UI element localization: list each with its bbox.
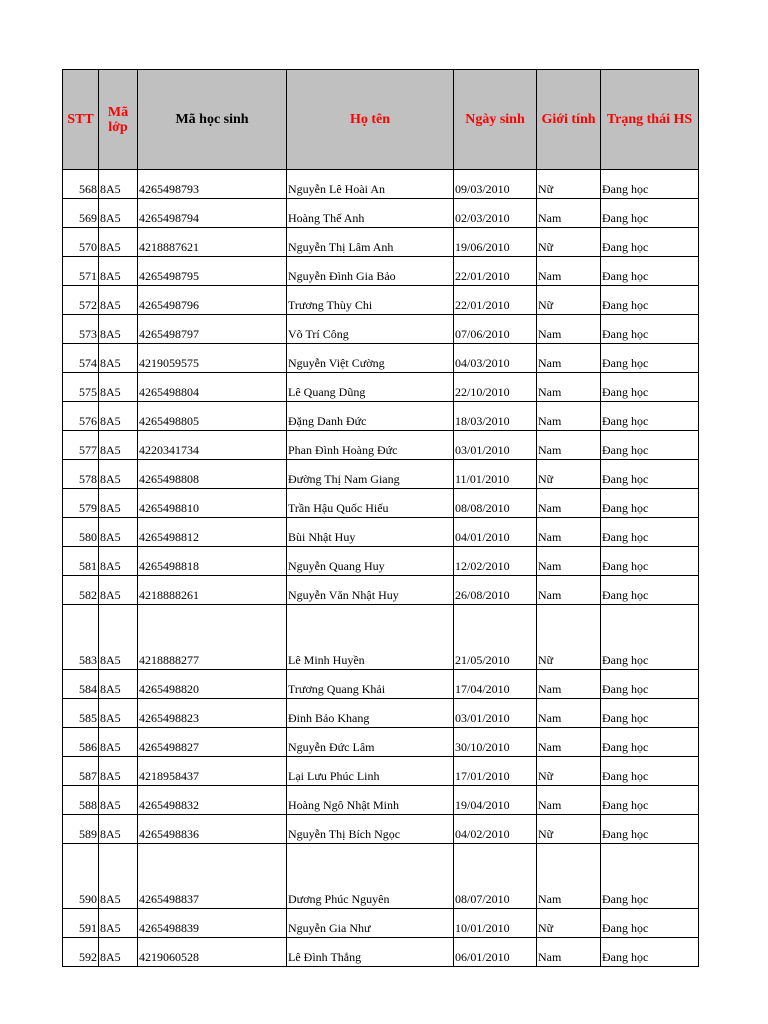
cell-trang-thai: Đang học [601, 670, 699, 699]
header-ho-ten: Họ tên [287, 70, 454, 170]
cell-ho-ten: Lê Quang Dũng [287, 373, 454, 402]
cell-ma-lop: 8A5 [99, 605, 138, 670]
cell-ma-hoc-sinh: 4265498797 [138, 315, 287, 344]
cell-ho-ten: Nguyễn Văn Nhật Huy [287, 576, 454, 605]
cell-ho-ten: Nguyễn Đình Gia Bảo [287, 257, 454, 286]
cell-ma-hoc-sinh: 4218888277 [138, 605, 287, 670]
table-row [63, 815, 699, 844]
cell-gioi-tinh: Nam [537, 257, 601, 286]
cell-ho-ten: Đinh Bảo Khang [287, 699, 454, 728]
table-row [63, 228, 699, 257]
cell-trang-thai: Đang học [601, 605, 699, 670]
cell-stt: 587 [63, 757, 99, 786]
cell-ma-hoc-sinh: 4265498820 [138, 670, 287, 699]
cell-ma-lop: 8A5 [99, 344, 138, 373]
cell-gioi-tinh: Nam [537, 938, 601, 967]
table-row [63, 402, 699, 431]
cell-ma-lop: 8A5 [99, 844, 138, 909]
cell-ma-hoc-sinh: 4218887621 [138, 228, 287, 257]
cell-ho-ten: Võ Trí Công [287, 315, 454, 344]
cell-gioi-tinh: Nam [537, 373, 601, 402]
cell-ho-ten: Trần Hậu Quốc Hiếu [287, 489, 454, 518]
cell-gioi-tinh: Nữ [537, 228, 601, 257]
cell-stt: 568 [63, 170, 99, 199]
cell-ma-hoc-sinh: 4265498796 [138, 286, 287, 315]
cell-gioi-tinh: Nam [537, 670, 601, 699]
cell-ma-lop: 8A5 [99, 547, 138, 576]
cell-ho-ten: Nguyễn Gia Như [287, 909, 454, 938]
cell-ngay-sinh: 10/01/2010 [454, 909, 537, 938]
cell-ngay-sinh: 19/06/2010 [454, 228, 537, 257]
cell-ho-ten: Phan Đình Hoàng Đức [287, 431, 454, 460]
cell-trang-thai: Đang học [601, 757, 699, 786]
cell-ma-hoc-sinh: 4265498810 [138, 489, 287, 518]
cell-trang-thai: Đang học [601, 170, 699, 199]
cell-ma-lop: 8A5 [99, 815, 138, 844]
cell-ma-lop: 8A5 [99, 199, 138, 228]
cell-trang-thai: Đang học [601, 699, 699, 728]
cell-ho-ten: Nguyễn Đức Lâm [287, 728, 454, 757]
cell-ho-ten: Trương Quang Khải [287, 670, 454, 699]
cell-ho-ten: Lại Lưu Phúc Linh [287, 757, 454, 786]
cell-ho-ten: Hoàng Thế Anh [287, 199, 454, 228]
table-row [63, 938, 699, 967]
cell-stt: 569 [63, 199, 99, 228]
cell-stt: 583 [63, 605, 99, 670]
cell-gioi-tinh: Nữ [537, 605, 601, 670]
cell-gioi-tinh: Nữ [537, 460, 601, 489]
cell-ho-ten: Nguyễn Quang Huy [287, 547, 454, 576]
table-row [63, 373, 699, 402]
cell-stt: 592 [63, 938, 99, 967]
table-row [63, 460, 699, 489]
table-row [63, 699, 699, 728]
cell-ho-ten: Bùi Nhật Huy [287, 518, 454, 547]
cell-ma-lop: 8A5 [99, 402, 138, 431]
cell-ma-hoc-sinh: 4265498836 [138, 815, 287, 844]
cell-ho-ten: Hoàng Ngô Nhật Minh [287, 786, 454, 815]
cell-gioi-tinh: Nam [537, 547, 601, 576]
header-row [63, 70, 699, 170]
table-row [63, 605, 699, 670]
cell-stt: 574 [63, 344, 99, 373]
cell-ngay-sinh: 04/02/2010 [454, 815, 537, 844]
cell-gioi-tinh: Nam [537, 315, 601, 344]
cell-ngay-sinh: 22/10/2010 [454, 373, 537, 402]
cell-ngay-sinh: 22/01/2010 [454, 286, 537, 315]
table-row [63, 315, 699, 344]
cell-ma-lop: 8A5 [99, 757, 138, 786]
cell-ho-ten: Nguyễn Thị Bích Ngọc [287, 815, 454, 844]
cell-ma-lop: 8A5 [99, 431, 138, 460]
cell-gioi-tinh: Nam [537, 518, 601, 547]
cell-ngay-sinh: 06/01/2010 [454, 938, 537, 967]
cell-ma-lop: 8A5 [99, 909, 138, 938]
cell-ma-hoc-sinh: 4265498839 [138, 909, 287, 938]
table-row [63, 344, 699, 373]
cell-stt: 570 [63, 228, 99, 257]
cell-ma-hoc-sinh: 4265498804 [138, 373, 287, 402]
cell-ngay-sinh: 30/10/2010 [454, 728, 537, 757]
table-row [63, 547, 699, 576]
cell-ma-hoc-sinh: 4265498827 [138, 728, 287, 757]
cell-ma-hoc-sinh: 4218888261 [138, 576, 287, 605]
cell-gioi-tinh: Nữ [537, 909, 601, 938]
cell-ma-lop: 8A5 [99, 460, 138, 489]
cell-trang-thai: Đang học [601, 786, 699, 815]
header-ngay-sinh: Ngày sinh [454, 70, 537, 170]
cell-stt: 588 [63, 786, 99, 815]
cell-ma-lop: 8A5 [99, 373, 138, 402]
cell-ma-lop: 8A5 [99, 576, 138, 605]
cell-ngay-sinh: 18/03/2010 [454, 402, 537, 431]
cell-ho-ten: Nguyễn Thị Lâm Anh [287, 228, 454, 257]
cell-gioi-tinh: Nam [537, 199, 601, 228]
cell-ngay-sinh: 08/08/2010 [454, 489, 537, 518]
cell-ma-lop: 8A5 [99, 728, 138, 757]
cell-ngay-sinh: 09/03/2010 [454, 170, 537, 199]
cell-trang-thai: Đang học [601, 815, 699, 844]
cell-stt: 573 [63, 315, 99, 344]
cell-trang-thai: Đang học [601, 547, 699, 576]
cell-trang-thai: Đang học [601, 315, 699, 344]
table-row [63, 909, 699, 938]
cell-trang-thai: Đang học [601, 518, 699, 547]
cell-ngay-sinh: 26/08/2010 [454, 576, 537, 605]
cell-ho-ten: Đặng Danh Đức [287, 402, 454, 431]
cell-ngay-sinh: 21/05/2010 [454, 605, 537, 670]
cell-stt: 580 [63, 518, 99, 547]
cell-stt: 579 [63, 489, 99, 518]
cell-gioi-tinh: Nữ [537, 286, 601, 315]
cell-ho-ten: Trương Thùy Chi [287, 286, 454, 315]
cell-ma-hoc-sinh: 4265498805 [138, 402, 287, 431]
cell-stt: 575 [63, 373, 99, 402]
header-ma-lop: Mã lớp [99, 70, 138, 170]
cell-gioi-tinh: Nữ [537, 815, 601, 844]
cell-stt: 584 [63, 670, 99, 699]
header-trang-thai: Trạng thái HS [601, 70, 699, 170]
header-stt: STT [63, 70, 99, 170]
cell-gioi-tinh: Nam [537, 489, 601, 518]
cell-ma-lop: 8A5 [99, 699, 138, 728]
cell-stt: 586 [63, 728, 99, 757]
cell-trang-thai: Đang học [601, 576, 699, 605]
cell-trang-thai: Đang học [601, 909, 699, 938]
cell-stt: 591 [63, 909, 99, 938]
cell-ma-hoc-sinh: 4265498832 [138, 786, 287, 815]
table-row [63, 844, 699, 909]
cell-gioi-tinh: Nam [537, 699, 601, 728]
cell-ma-hoc-sinh: 4220341734 [138, 431, 287, 460]
cell-ngay-sinh: 17/01/2010 [454, 757, 537, 786]
cell-ho-ten: Nguyễn Việt Cường [287, 344, 454, 373]
cell-stt: 585 [63, 699, 99, 728]
cell-stt: 589 [63, 815, 99, 844]
cell-ma-hoc-sinh: 4265498823 [138, 699, 287, 728]
cell-ma-hoc-sinh: 4265498793 [138, 170, 287, 199]
cell-ngay-sinh: 02/03/2010 [454, 199, 537, 228]
table-row [63, 576, 699, 605]
cell-gioi-tinh: Nam [537, 344, 601, 373]
table-row [63, 786, 699, 815]
cell-ma-lop: 8A5 [99, 170, 138, 199]
cell-ma-lop: 8A5 [99, 786, 138, 815]
cell-gioi-tinh: Nam [537, 576, 601, 605]
cell-stt: 577 [63, 431, 99, 460]
cell-trang-thai: Đang học [601, 344, 699, 373]
cell-gioi-tinh: Nam [537, 786, 601, 815]
cell-ma-lop: 8A5 [99, 670, 138, 699]
cell-gioi-tinh: Nam [537, 431, 601, 460]
cell-ma-lop: 8A5 [99, 257, 138, 286]
cell-ma-lop: 8A5 [99, 938, 138, 967]
cell-trang-thai: Đang học [601, 373, 699, 402]
cell-ma-lop: 8A5 [99, 286, 138, 315]
cell-ngay-sinh: 03/01/2010 [454, 699, 537, 728]
cell-ho-ten: Lê Minh Huyền [287, 605, 454, 670]
table-row [63, 431, 699, 460]
cell-gioi-tinh: Nam [537, 844, 601, 909]
cell-gioi-tinh: Nam [537, 402, 601, 431]
cell-trang-thai: Đang học [601, 257, 699, 286]
cell-stt: 582 [63, 576, 99, 605]
cell-ho-ten: Lê Đình Thắng [287, 938, 454, 967]
cell-trang-thai: Đang học [601, 728, 699, 757]
cell-trang-thai: Đang học [601, 844, 699, 909]
table-row [63, 286, 699, 315]
table-row [63, 170, 699, 199]
cell-ma-hoc-sinh: 4219060528 [138, 938, 287, 967]
table-row [63, 489, 699, 518]
cell-ho-ten: Dương Phúc Nguyên [287, 844, 454, 909]
cell-ho-ten: Nguyễn Lê Hoài An [287, 170, 454, 199]
student-table [62, 69, 699, 967]
cell-ngay-sinh: 22/01/2010 [454, 257, 537, 286]
cell-trang-thai: Đang học [601, 402, 699, 431]
cell-gioi-tinh: Nữ [537, 757, 601, 786]
cell-trang-thai: Đang học [601, 228, 699, 257]
cell-ngay-sinh: 07/06/2010 [454, 315, 537, 344]
cell-gioi-tinh: Nam [537, 728, 601, 757]
cell-ngay-sinh: 04/03/2010 [454, 344, 537, 373]
cell-ma-hoc-sinh: 4265498812 [138, 518, 287, 547]
cell-trang-thai: Đang học [601, 489, 699, 518]
cell-stt: 572 [63, 286, 99, 315]
table-row [63, 199, 699, 228]
cell-ngay-sinh: 04/01/2010 [454, 518, 537, 547]
table-row [63, 728, 699, 757]
cell-ma-lop: 8A5 [99, 489, 138, 518]
cell-ma-lop: 8A5 [99, 315, 138, 344]
cell-ma-hoc-sinh: 4218958437 [138, 757, 287, 786]
cell-stt: 571 [63, 257, 99, 286]
cell-ngay-sinh: 19/04/2010 [454, 786, 537, 815]
cell-trang-thai: Đang học [601, 199, 699, 228]
cell-ma-hoc-sinh: 4265498795 [138, 257, 287, 286]
cell-ma-hoc-sinh: 4219059575 [138, 344, 287, 373]
cell-ma-hoc-sinh: 4265498818 [138, 547, 287, 576]
cell-ngay-sinh: 03/01/2010 [454, 431, 537, 460]
table-row [63, 757, 699, 786]
cell-stt: 578 [63, 460, 99, 489]
cell-trang-thai: Đang học [601, 938, 699, 967]
cell-stt: 581 [63, 547, 99, 576]
cell-ma-lop: 8A5 [99, 518, 138, 547]
table-row [63, 518, 699, 547]
cell-stt: 576 [63, 402, 99, 431]
cell-stt: 590 [63, 844, 99, 909]
table-row [63, 670, 699, 699]
cell-ngay-sinh: 08/07/2010 [454, 844, 537, 909]
cell-ma-lop: 8A5 [99, 228, 138, 257]
cell-trang-thai: Đang học [601, 460, 699, 489]
cell-ngay-sinh: 17/04/2010 [454, 670, 537, 699]
cell-ma-hoc-sinh: 4265498808 [138, 460, 287, 489]
header-gioi-tinh: Giới tính [537, 70, 601, 170]
cell-ho-ten: Đường Thị Nam Giang [287, 460, 454, 489]
cell-ngay-sinh: 12/02/2010 [454, 547, 537, 576]
cell-ngay-sinh: 11/01/2010 [454, 460, 537, 489]
cell-trang-thai: Đang học [601, 286, 699, 315]
table-row [63, 257, 699, 286]
cell-ma-hoc-sinh: 4265498837 [138, 844, 287, 909]
cell-trang-thai: Đang học [601, 431, 699, 460]
header-ma-hoc-sinh: Mã học sinh [138, 70, 287, 170]
cell-ma-hoc-sinh: 4265498794 [138, 199, 287, 228]
cell-gioi-tinh: Nữ [537, 170, 601, 199]
